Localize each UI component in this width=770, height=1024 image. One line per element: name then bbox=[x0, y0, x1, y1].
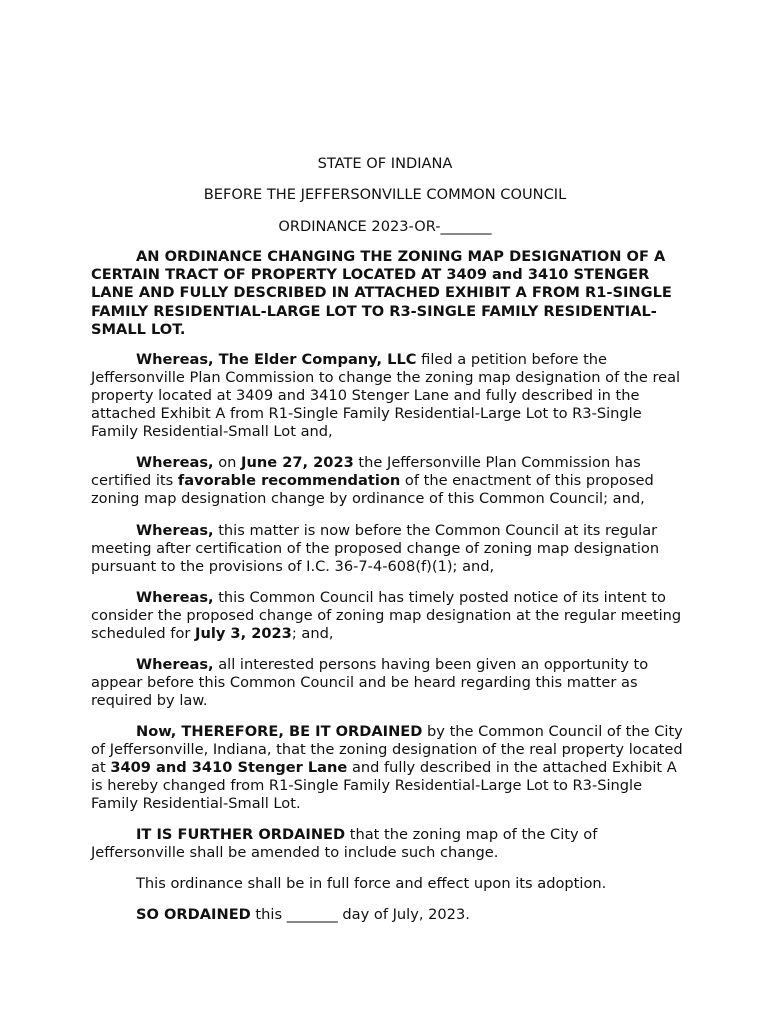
paragraph-text: and fully described in the attached Exhibit A is hereby changed from R1-Single Family Residential-Large Lot to R3-Single Family Residential-Small Lot. bbox=[91, 759, 677, 812]
property-address: 3409 and 3410 Stenger Lane bbox=[110, 759, 348, 776]
paragraph-text: all interested persons having been given an opportunity to appear before this Common Council and be heard regarding this matter as required by law. bbox=[91, 656, 649, 709]
paragraph-text: by the Common Council of the City of Jeffersonville, Indiana, that the zoning designation of the real property located at bbox=[91, 723, 683, 776]
favorable-recommendation: favorable recommendation bbox=[177, 472, 401, 489]
paragraph-effect: This ordinance shall be in full force and effect upon its adoption. bbox=[136, 875, 607, 892]
paragraph-whereas-notice bbox=[91, 589, 691, 643]
paragraph-ordained bbox=[91, 723, 691, 813]
paragraph-text: ; and, bbox=[291, 625, 334, 642]
ordinance-number: ORDINANCE 2023-OR-_______ bbox=[278, 218, 492, 235]
state-title: STATE OF INDIANA bbox=[317, 155, 453, 172]
paragraph-whereas-petition bbox=[91, 351, 691, 441]
paragraph-further-ordained bbox=[91, 826, 691, 862]
paragraph-text: filed a petition before the Jeffersonville Plan Commission to change the zoning map designation of the real property located at 3409 and 3410 Stenger Lane and fully described in the attached Exhibit A from R1-Single Family Residential-Large Lot to R3-Single Family Residential-Small Lot and, bbox=[91, 351, 681, 440]
paragraph-text: that the zoning map of the City of Jeffersonville shall be amended to include such change. bbox=[91, 826, 598, 861]
paragraph-whereas-hearing bbox=[91, 656, 691, 710]
paragraph-lead: Whereas, bbox=[136, 522, 214, 539]
paragraph-text: this _______ day of July, 2023. bbox=[250, 906, 470, 923]
paragraph-lead: Whereas, bbox=[136, 656, 214, 673]
paragraph-so-ordained bbox=[91, 906, 691, 924]
paragraph-lead: IT IS FURTHER ORDAINED bbox=[136, 826, 346, 843]
paragraph-text: of the enactment of this proposed zoning map designation change by ordinance of this Common Council; and, bbox=[91, 472, 654, 507]
paragraph-text: on bbox=[213, 454, 242, 471]
paragraph-lead: SO ORDAINED bbox=[136, 906, 251, 923]
paragraph-lead: Whereas, The Elder Company, LLC bbox=[136, 351, 417, 368]
paragraph-lead: Whereas, bbox=[136, 454, 214, 471]
paragraph-whereas-recommendation bbox=[91, 454, 691, 508]
paragraph-text: this Common Council has timely posted notice of its intent to consider the proposed change of zoning map designation at the regular meeting scheduled for bbox=[91, 589, 682, 642]
council-title: BEFORE THE JEFFERSONVILLE COMMON COUNCIL bbox=[203, 186, 567, 203]
paragraph-whereas-meeting bbox=[91, 522, 691, 576]
paragraph-lead: Now, THEREFORE, BE IT ORDAINED bbox=[136, 723, 423, 740]
ordinance-heading: AN ORDINANCE CHANGING THE ZONING MAP DESIGNATION OF A CERTAIN TRACT OF PROPERTY LOCATED AT 3409 and 3410 STENGER LANE AND FULLY DESCRIBED IN ATTACHED EXHIBIT A FROM R1-SINGLE FAMILY RESIDENTIAL-LARGE LOT TO R3-SINGLE FAMILY RESIDENTIAL-SMALL LOT. bbox=[91, 248, 672, 338]
hearing-date: June 27, 2023 bbox=[241, 454, 354, 471]
meeting-date: July 3, 2023 bbox=[195, 625, 292, 642]
paragraph-text: the Jeffersonville Plan Commission has certified its bbox=[91, 454, 641, 489]
paragraph-lead: Whereas, bbox=[136, 589, 214, 606]
paragraph-text: this matter is now before the Common Council at its regular meeting after certification of the proposed change of zoning map designation pursuant to the provisions of I.C. 36-7-4-608(f)(1); and, bbox=[91, 522, 660, 575]
